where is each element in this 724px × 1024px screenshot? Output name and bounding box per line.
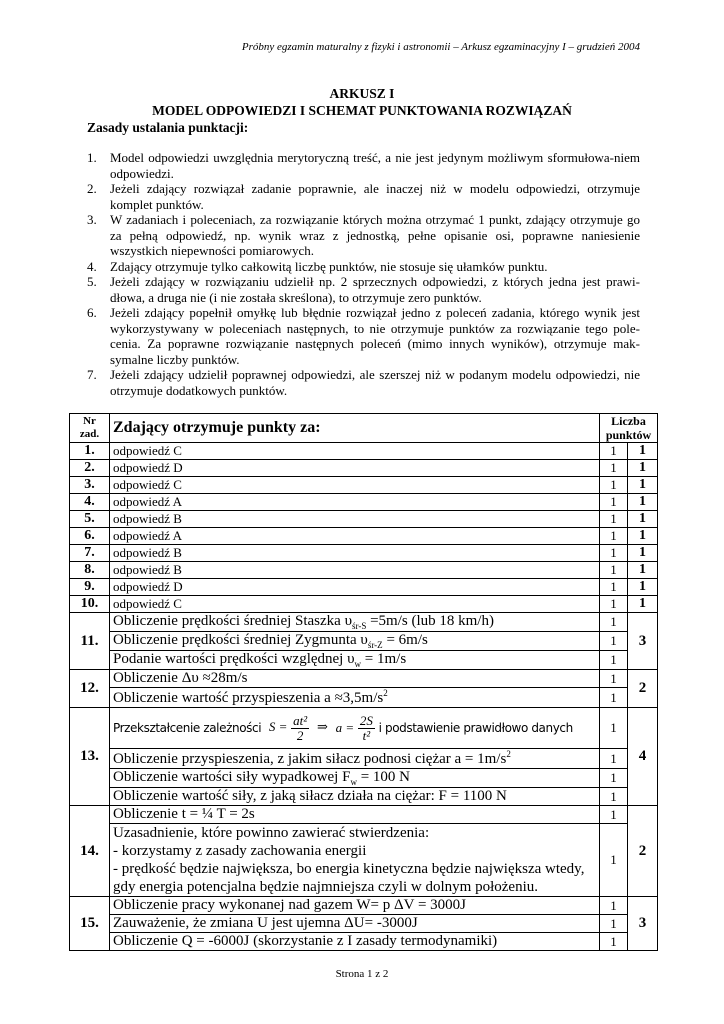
total-points: 1 xyxy=(628,460,658,477)
rule-item xyxy=(87,274,640,305)
criterion: Obliczenie pracy wykonanej nad gazem W= p ΔV = 3000J xyxy=(110,897,600,915)
total-points: 1 xyxy=(628,562,658,579)
rule-text: Jeżeli zdający w rozwiązaniu udzielił np. 2 sprzecznych odpowiedzi, z których jedna jest prawi-dłowa, a druga nie (i nie została skreślona), to otrzymuje zero punktów. xyxy=(110,274,640,305)
total-points: 1 xyxy=(628,545,658,562)
points: 1 xyxy=(600,897,628,915)
criterion: Obliczenie t = ¼ T = 2s xyxy=(110,806,600,824)
rule-text: Model odpowiedzi uwzględnia merytoryczną treść, a nie jest jedynym możliwym sformułowa-niem odpowiedzi. xyxy=(110,150,640,181)
points: 1 xyxy=(600,806,628,824)
rule-text: Jeżeli zdający popełnił omyłkę lub błędnie rozwiązał jedno z poleceń zadania, którego wynik jest wykorzystywany w poleceniach następnych, to nie otrzymuje punktów za rozwiązanie tego pole-cenia. Za poprawne rozwiązanie następnych poleceń (mimo innych wyników), otrzymuje mak-symalne liczby punktów. xyxy=(110,305,640,367)
points: 1 xyxy=(600,788,628,806)
criterion: odpowiedź D xyxy=(110,579,600,596)
points: 1 xyxy=(600,688,628,708)
table-row xyxy=(70,897,658,915)
table-row xyxy=(70,670,658,688)
total-points: 3 xyxy=(628,613,658,670)
table-row xyxy=(70,579,658,596)
page-footer: Strona 1 z 2 xyxy=(335,968,389,980)
rules-list xyxy=(87,150,640,398)
task-number: 6. xyxy=(70,528,110,545)
criterion: odpowiedź A xyxy=(110,494,600,511)
criterion: Obliczenie prędkości średniej Staszka $\upsilon_{śr-S} =5m/s$ (lub 18 km/h) xyxy=(110,613,600,632)
task-number: 7. xyxy=(70,545,110,562)
total-points: 1 xyxy=(628,494,658,511)
criterion: Podanie wartości prędkości względnej $\upsilon_w = 1m/s$ xyxy=(110,651,600,670)
table-row xyxy=(70,460,658,477)
table-row xyxy=(70,806,658,824)
points: 1 xyxy=(600,545,628,562)
table-row xyxy=(70,749,658,769)
table-row xyxy=(70,562,658,579)
task-number: 13. xyxy=(70,708,110,806)
points: 1 xyxy=(600,632,628,651)
rule-item xyxy=(87,259,640,275)
points: 1 xyxy=(600,460,628,477)
criterion: odpowiedź C xyxy=(110,477,600,494)
table-row xyxy=(70,933,658,951)
table-row xyxy=(70,477,658,494)
table-row xyxy=(70,651,658,670)
task-number: 5. xyxy=(70,511,110,528)
table-row xyxy=(70,596,658,613)
points: 1 xyxy=(600,579,628,596)
rule-item xyxy=(87,305,640,367)
criterion: odpowiedź B xyxy=(110,562,600,579)
table-row xyxy=(70,613,658,632)
total-points: 1 xyxy=(628,579,658,596)
table-header-row xyxy=(70,414,658,443)
criterion: Obliczenie Q = -6000J (skorzystanie z I zasady termodynamiki) xyxy=(110,933,600,951)
table-row xyxy=(70,632,658,651)
points: 1 xyxy=(600,824,628,897)
rule-number: 6. xyxy=(87,305,97,320)
table-row xyxy=(70,824,658,897)
task-number: 8. xyxy=(70,562,110,579)
criterion: Obliczenie wartości siły wypadkowej $F_w = 100$ N xyxy=(110,769,600,788)
rule-number: 2. xyxy=(87,181,97,196)
total-points: 1 xyxy=(628,443,658,460)
criterion: odpowiedź B xyxy=(110,545,600,562)
total-points: 1 xyxy=(628,596,658,613)
total-points: 1 xyxy=(628,477,658,494)
total-points: 4 xyxy=(628,708,658,806)
criterion: odpowiedź C xyxy=(110,443,600,460)
points: 1 xyxy=(600,933,628,951)
points: 1 xyxy=(600,562,628,579)
criterion: Obliczenie Δυ ≈28m/s xyxy=(110,670,600,688)
header-points: Liczba punktów xyxy=(600,414,658,443)
criterion: Zauważenie, że zmiana U jest ujemna ΔU= -3000J xyxy=(110,915,600,933)
total-points: 1 xyxy=(628,528,658,545)
criterion: odpowiedź B xyxy=(110,511,600,528)
total-points: 3 xyxy=(628,897,658,951)
criterion: Obliczenie wartość przyspieszenia $a \approx 3,5m/s^2$ xyxy=(110,688,600,708)
table-row xyxy=(70,545,658,562)
header-criteria: Zdający otrzymuje punkty za: xyxy=(110,414,600,443)
scoring-table xyxy=(69,413,658,951)
rule-item xyxy=(87,181,640,212)
rule-item xyxy=(87,367,640,398)
total-points: 2 xyxy=(628,806,658,897)
table-row xyxy=(70,788,658,806)
criterion: odpowiedź D xyxy=(110,460,600,477)
task-number: 14. xyxy=(70,806,110,897)
task-number: 3. xyxy=(70,477,110,494)
criterion: Obliczenie wartość siły, z jaką siłacz działa na ciężar: F = 1100 N xyxy=(110,788,600,806)
criterion: odpowiedź C xyxy=(110,596,600,613)
points: 1 xyxy=(600,708,628,749)
document-subtitle: MODEL ODPOWIEDZI I SCHEMAT PUNKTOWANIA ROZWIĄZAŃ xyxy=(152,103,572,118)
rule-number: 4. xyxy=(87,258,97,274)
points: 1 xyxy=(600,443,628,460)
task-number: 11. xyxy=(70,613,110,670)
rule-text: Zdający otrzymuje tylko całkowitą liczbę punktów, nie stosuje się ułamków punktu. xyxy=(110,258,548,274)
rule-number: 5. xyxy=(87,274,97,289)
points: 1 xyxy=(600,915,628,933)
criterion: Obliczenie prędkości średniej Zygmunta $\upsilon_{śr-Z} = 6m/s$ xyxy=(110,632,600,651)
task-number: 2. xyxy=(70,460,110,477)
table-row xyxy=(70,443,658,460)
task-number: 12. xyxy=(70,670,110,708)
rule-number: 3. xyxy=(87,212,97,227)
task-number: 4. xyxy=(70,494,110,511)
criterion: odpowiedź A xyxy=(110,528,600,545)
total-points: 1 xyxy=(628,511,658,528)
points: 1 xyxy=(600,769,628,788)
rules-heading: Zasady ustalania punktacji: xyxy=(87,120,249,135)
rule-number: 7. xyxy=(87,367,97,382)
rule-text: Jeżeli zdający udzielił poprawnej odpowiedzi, ale szerszej niż w podanym modelu odpowiedzi, nie otrzymuje dodatkowych punktów. xyxy=(110,367,640,398)
page-header: Próbny egzamin maturalny z fizyki i astronomii – Arkusz egzaminacyjny I – grudzień 2004 xyxy=(241,41,640,53)
points: 1 xyxy=(600,596,628,613)
criterion: Obliczenie przyspieszenia, z jakim siłacz podnosi ciężar $a = 1m/s^2$ xyxy=(110,749,600,769)
points: 1 xyxy=(600,670,628,688)
table-row xyxy=(70,915,658,933)
table-row xyxy=(70,528,658,545)
rule-number: 1. xyxy=(87,150,97,165)
task-number: 15. xyxy=(70,897,110,951)
table-row xyxy=(70,511,658,528)
points: 1 xyxy=(600,651,628,670)
points: 1 xyxy=(600,528,628,545)
points: 1 xyxy=(600,477,628,494)
task-number: 9. xyxy=(70,579,110,596)
criterion: Uzasadnienie, które powinno zawierać stwierdzenia: - korzystamy z zasady zachowania energii - prędkość będzie największa, bo energia kinetyczna będzie największa wtedy, gdy energia potencjalna będzie najmniejsza czyli w dolnym położeniu. xyxy=(110,824,600,897)
points: 1 xyxy=(600,511,628,528)
task-number: 10. xyxy=(70,596,110,613)
document-title: ARKUSZ I xyxy=(329,86,395,101)
formula-fraction: $\frac{\text{at²}}{2}$ xyxy=(293,712,308,743)
table-row xyxy=(70,688,658,708)
criterion: Przekształcenie zależności S = $\frac{\text{at²}}{2}$ ⇒ a = $\frac{2S}{\text{t²}}$ i podstawienie prawidłowo danych xyxy=(110,708,600,749)
table-row xyxy=(70,494,658,511)
formula-fraction: $\frac{2S}{\text{t²}}$ xyxy=(359,712,373,743)
task-number: 1. xyxy=(70,443,110,460)
header-task-number: Nr zad. xyxy=(70,414,110,443)
points: 1 xyxy=(600,749,628,769)
table-row xyxy=(70,708,658,749)
rule-text: W zadaniach i poleceniach, za rozwiązanie których można otrzymać 1 punkt, zdający otrzymuje go za pełną odpowiedź, np. wynik wraz z jednostką, pełne opisanie osi, poprawne naniesienie wszystkich niepewności pomiarowych. xyxy=(110,212,640,258)
table-row xyxy=(70,769,658,788)
rule-text: Jeżeli zdający rozwiązał zadanie poprawnie, ale inaczej niż w modelu odpowiedzi, otrzymuje komplet punktów. xyxy=(110,181,640,212)
points: 1 xyxy=(600,494,628,511)
rule-item xyxy=(87,150,640,181)
total-points: 2 xyxy=(628,670,658,708)
rule-item xyxy=(87,212,640,259)
points: 1 xyxy=(600,613,628,632)
